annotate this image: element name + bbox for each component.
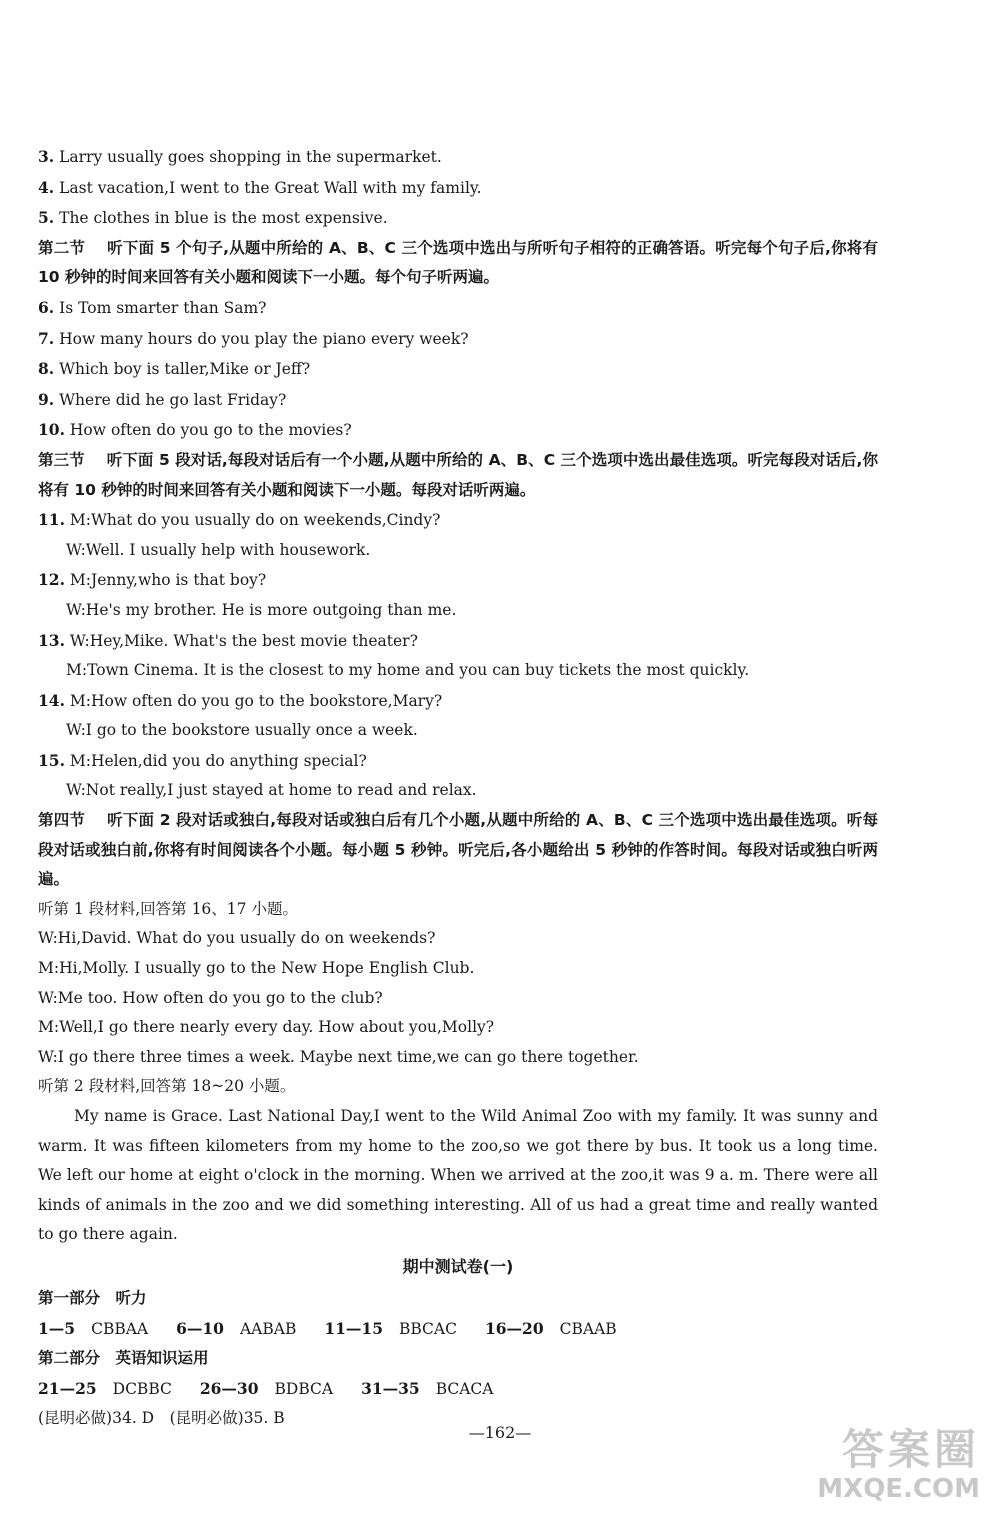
answer-value: BCACA — [435, 1379, 494, 1398]
answer-range: 16—20 — [484, 1318, 544, 1338]
section-4-tag: 第四节 — [38, 811, 86, 830]
question-line — [38, 293, 878, 324]
exam-title: 期中测试卷(一) — [402, 1256, 514, 1276]
page-content — [38, 142, 878, 1434]
dialog-line: M:Hi,Molly. I usually go to the New Hope English Club. — [38, 959, 475, 978]
dialog-line: W:I go there three times a week. Maybe next time,we can go there together. — [38, 1047, 639, 1066]
dialog-text: M:How often do you go to the bookstore,Mary? — [64, 691, 443, 710]
answer-range: 6—10 — [176, 1318, 224, 1338]
question-text: Last vacation,I went to the Great Wall with my family. — [54, 178, 482, 197]
material-2-passage: My name is Grace. Last National Day,I went to the Wild Animal Zoo with my family. It was sunny and warm. It was fifteen kilometers from my home to the zoo,so we got there by bus. It took us a long time. We left our home at eight o'clock in the morning. When we arrived at the zoo,it was 9 a. m. There were all kinds of animals in the zoo and we did something interesting. All of us had a great time and really wanted to go there again. — [38, 1107, 878, 1244]
section-3-tag: 第三节 — [38, 450, 85, 469]
dialog-line-reply: W:He's my brother. He is more outgoing than me. — [66, 600, 457, 619]
dialog-number: 14. — [38, 690, 65, 710]
dialog-number: 12. — [38, 570, 65, 590]
dialog-line: W:Me too. How often do you go to the club? — [38, 988, 383, 1007]
watermark-text: 答案圈 — [841, 1425, 980, 1474]
answer-row-1 — [38, 1314, 878, 1345]
answer-range: 21—25 — [38, 1378, 97, 1398]
question-number: 10. — [38, 420, 65, 440]
question-line — [38, 385, 878, 416]
question-text: How often do you go to the movies? — [64, 421, 352, 440]
dialog-number: 15. — [38, 750, 65, 770]
material-1-dialog — [38, 924, 878, 1072]
dialog-line: M:Well,I go there nearly every day. How about you,Molly? — [38, 1018, 495, 1037]
dialog-line-reply: M:Town Cinema. It is the closest to my home and you can buy tickets the most quickly. — [66, 661, 750, 680]
section-3-text: 听下面 5 段对话,每段对话后有一个小题,从题中所给的 A、B、C 三个选项中选出最佳选项。听完每段对话后,你将有 10 秒钟的时间来回答有关小题和阅读下一小题。每段对话听两遍。 — [38, 450, 878, 499]
question-line — [38, 415, 878, 446]
kunming-note: (昆明必做)34. D (昆明必做)35. B — [38, 1409, 285, 1428]
page-number: —162— — [468, 1423, 532, 1442]
section-2-instructions — [38, 234, 878, 293]
answer-range: 31—35 — [361, 1378, 420, 1398]
question-number: 7. — [38, 328, 55, 348]
question-number: 9. — [38, 389, 55, 409]
answer-range: 1—5 — [38, 1318, 76, 1338]
question-number: 5. — [38, 208, 55, 228]
question-number: 8. — [38, 359, 55, 379]
dialog-list — [38, 505, 878, 806]
dialog-line-reply: W:Not really,I just stayed at home to read and relax. — [66, 781, 477, 800]
section-3-instructions — [38, 446, 878, 505]
question-text: Is Tom smarter than Sam? — [54, 298, 267, 317]
answer-value: CBAAB — [559, 1319, 617, 1338]
part-1-heading: 第一部分 听力 — [38, 1288, 147, 1307]
material-2-label: 听第 2 段材料,回答第 18~20 小题。 — [38, 1077, 296, 1096]
section-2-text: 听下面 5 个句子,从题中所给的 A、B、C 三个选项中选出与所听句子相符的正确答语。听完每个句子后,你将有 10 秒钟的时间来回答有关小题和阅读下一小题。每个句子听两遍。 — [38, 238, 878, 287]
question-number: 4. — [38, 177, 55, 197]
question-line — [38, 324, 878, 355]
material-1-label: 听第 1 段材料,回答第 16、17 小题。 — [38, 899, 298, 918]
dialog-text: M:Jenny,who is that boy? — [64, 571, 267, 590]
dialog-number: 11. — [38, 510, 65, 530]
dialog-text: M:What do you usually do on weekends,Cindy? — [64, 511, 441, 530]
question-line — [38, 203, 878, 234]
section-4-text: 听下面 2 段对话或独白,每段对话或独白后有几个小题,从题中所给的 A、B、C 三个选项中选出最佳选项。听每段对话或独白前,你将有时间阅读各个小题。每小题 5 秒钟。听完后,各小题给出 5 秒钟的作答时间。每段对话或独白听两遍。 — [38, 811, 878, 889]
question-list-1 — [38, 142, 878, 234]
answer-value: BDBCA — [274, 1379, 334, 1398]
answer-range: 26—30 — [199, 1378, 259, 1398]
section-2-tag: 第二节 — [38, 238, 86, 257]
answer-row-2 — [38, 1374, 878, 1405]
dialog-line-first — [38, 686, 878, 717]
dialog-text: W:Hey,Mike. What's the best movie theater? — [64, 631, 418, 650]
watermark-url: MXQE.COM — [817, 1474, 980, 1504]
answer-value: BBCAC — [398, 1319, 457, 1338]
answer-value: CBBAA — [91, 1319, 149, 1338]
question-text: The clothes in blue is the most expensive. — [54, 209, 388, 228]
question-line — [38, 142, 878, 173]
dialog-line-first — [38, 626, 878, 657]
question-line — [38, 173, 878, 204]
question-text: Which boy is taller,Mike or Jeff? — [54, 360, 311, 379]
watermark-logo — [817, 1426, 980, 1504]
question-text: Larry usually goes shopping in the supermarket. — [54, 148, 442, 166]
question-text: Where did he go last Friday? — [54, 390, 287, 409]
dialog-line-reply: W:I go to the bookstore usually once a week. — [66, 721, 418, 740]
dialog-line-reply: W:Well. I usually help with housework. — [66, 540, 371, 559]
question-list-2 — [38, 293, 878, 446]
dialog-line-first — [38, 565, 878, 596]
dialog-number: 13. — [38, 630, 65, 650]
question-line — [38, 354, 878, 385]
dialog-line: W:Hi,David. What do you usually do on weekends? — [38, 929, 436, 948]
dialog-text: M:Helen,did you do anything special? — [64, 751, 367, 770]
dialog-line-first — [38, 505, 878, 536]
part-2-heading: 第二部分 英语知识运用 — [38, 1349, 209, 1368]
dialog-line-first — [38, 746, 878, 777]
section-4-instructions — [38, 806, 878, 895]
question-number: 3. — [38, 147, 55, 166]
answer-range: 11—15 — [324, 1318, 383, 1338]
question-text: How many hours do you play the piano every week? — [54, 329, 469, 348]
answer-value: DCBBC — [112, 1379, 172, 1398]
question-number: 6. — [38, 297, 55, 317]
answer-value: AABAB — [239, 1319, 297, 1338]
